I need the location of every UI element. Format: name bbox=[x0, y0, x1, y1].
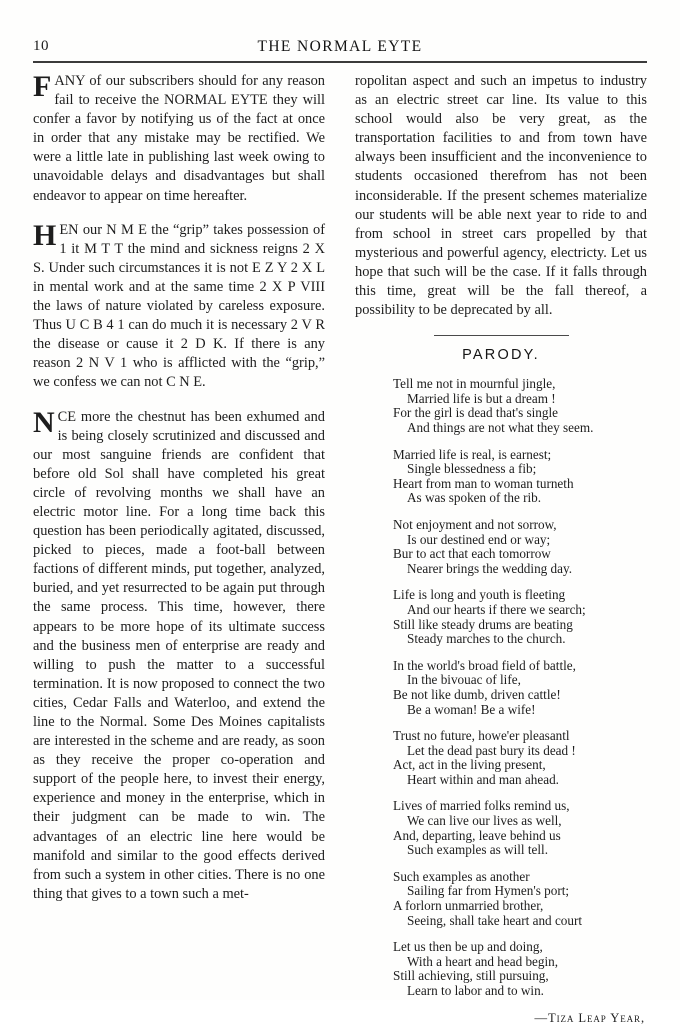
poem-line: Bur to act that each tomorrow bbox=[393, 546, 551, 562]
paragraph-continuation bbox=[355, 72, 647, 320]
poem-stanza bbox=[355, 448, 647, 506]
poem-line: Single blessedness a fib; bbox=[407, 461, 537, 477]
poem-line: Such examples as will tell. bbox=[407, 842, 549, 858]
poem-line: Learn to labor and to win. bbox=[407, 983, 544, 998]
poem-line: Still achieving, still pursuing, bbox=[393, 968, 549, 984]
section-divider-rule bbox=[434, 335, 569, 336]
poem-line: Nearer brings the wedding day. bbox=[407, 560, 573, 576]
poem-line: For the girl is dead that's single bbox=[393, 405, 558, 421]
poem-stanza bbox=[355, 940, 647, 998]
poem-stanza bbox=[355, 518, 647, 576]
header-divider-rule bbox=[33, 61, 647, 63]
poem-line: Heart within and man ahead. bbox=[407, 771, 559, 787]
poem-line: Steady marches to the church. bbox=[407, 631, 566, 647]
poem-body bbox=[355, 377, 647, 998]
poem-line: Heart from man to woman turneth bbox=[393, 475, 574, 491]
poem-line: Let us then be up and doing, bbox=[393, 939, 543, 955]
running-head bbox=[33, 38, 647, 58]
poem-stanza bbox=[355, 799, 647, 857]
poem-line: Sailing far from Hymen's port; bbox=[407, 883, 570, 899]
poem-line: Be not like dumb, driven cattle! bbox=[393, 686, 561, 702]
poem-line: Act, act in the living present, bbox=[393, 757, 546, 773]
poem-line: A forlorn unmarried brother, bbox=[393, 898, 544, 914]
poem-line: Trust no future, howe'er pleasantl bbox=[393, 728, 570, 744]
paragraph-text: FANY of our subscribers should for any reason fail to receive the NORMAL EYTE they will confer a favor by notifying us of the fact at once in order that any mistake may be rectified. We were a little late in publishing last week owing to unavoidable delays and disadvantages but shall endeavor to appear on time hereafter. bbox=[33, 70, 325, 204]
poem-line: And things are not what they seem. bbox=[407, 420, 594, 435]
paragraph-grip-rebus bbox=[33, 218, 325, 393]
poem-stanza bbox=[355, 377, 647, 435]
poem-line: We can live our lives as well, bbox=[407, 813, 562, 829]
poem-line: Married life is real, is earnest; bbox=[393, 446, 552, 462]
poem-attribution: —Tiza Leap Year, bbox=[534, 1010, 645, 1025]
poem-title: PARODY. bbox=[462, 347, 540, 364]
poem-line: Still like steady drums are beating bbox=[393, 616, 573, 632]
poem-line: As was spoken of the rib. bbox=[407, 490, 542, 506]
poem-stanza bbox=[355, 729, 647, 787]
poem-stanza bbox=[355, 870, 647, 928]
poem-line: Lives of married folks remind us, bbox=[393, 798, 570, 814]
publication-title: THE NORMAL EYTE bbox=[257, 38, 423, 55]
poem-line: With a heart and head begin, bbox=[407, 953, 559, 969]
paragraph-subscribers-notice bbox=[33, 72, 325, 206]
poem-stanza bbox=[355, 659, 647, 717]
left-column bbox=[33, 72, 325, 977]
poem-line: Married life is but a dream ! bbox=[407, 390, 556, 406]
poem-line: And, departing, leave behind us bbox=[393, 827, 561, 843]
paragraph-electric-motor-line bbox=[33, 405, 325, 904]
two-column-body bbox=[33, 70, 647, 1025]
poem-line: Be a woman! Be a wife! bbox=[407, 701, 536, 717]
poem-line: And our hearts if there we search; bbox=[407, 601, 586, 617]
poem-line: In the bivouac of life, bbox=[407, 672, 521, 688]
poem-line: Life is long and youth is fleeting bbox=[393, 587, 566, 603]
right-column bbox=[355, 72, 647, 1025]
paragraph-text: ropolitan aspect and such an impetus to industry as an electric street car line. Its value to this school would also be very great, as the transportation facilities to and from town have always been insufficient and the inconvenience to students occasioned therefrom has not been inconsiderable. If the present schemes materialize our students will be able next year to ride to and from school in street cars propelled by that mysterious and powerful agency, electricty. Let us hope that such will be the case. If it falls through this time, great will be the fall thereof, a possibility to be deprecated by all. bbox=[355, 73, 647, 319]
poem-stanza bbox=[355, 588, 647, 646]
poem-line: Seeing, shall take heart and court bbox=[407, 912, 583, 928]
poem-line: In the world's broad field of battle, bbox=[393, 657, 576, 673]
paragraph-text: NCE more the chestnut has been exhumed and is being closely scrutinized and discussed and our most sanguine friends are confident that before old Sol shall have completed his great circle of revolving months we shall have an electric motor line. For a long time back this question has been periodically agitated, discussed, picked to pieces, made a foot-ball between factions of different minds, put together, analyzed, buried, and yet resurrected to be again put through the same process. This time, however, there appears to be more hope of its ultimate success and the business men of enterprise are ready and willing to push the matter to a successful termination. It is now proposed to connect the two cities, Cedar Falls and Waterloo, and extend the line to the Normal. Some Des Moines capitalists are interested in the scheme and are ready, as soon as they receive the proper co-operation and support of the people here, to invest their energy, experience and money in the enterprise, which in their judgment can be made to win. The advantages of an electric line here would be manifold and similar to the good effects derived from such a system in other cities. There is no one thing that gives to a town such a met- bbox=[33, 405, 325, 902]
poem-line: Such examples as another bbox=[393, 868, 530, 884]
poem-line: Tell me not in mournful jingle, bbox=[393, 376, 556, 392]
poem-line: Is our destined end or way; bbox=[407, 531, 551, 547]
poem-line: Not enjoyment and not sorrow, bbox=[393, 516, 557, 532]
paragraph-text: HEN our N M E the “grip” takes possession of 1 it M T T the mind and sickness reigns 2 X S. Under such circumstances it is not E Z Y 2 X L in mental work and at the same time 2 X P VIII the laws of nature violated by careless exposure. Thus U C B 4 1 can do much it is necessary 2 V R the disease or cause it 2 D K. If there is any reason 2 N V 1 who is afflicted with the “grip,” we confess we can not C N E. bbox=[33, 218, 325, 391]
poem-line: Let the dead past bury its dead ! bbox=[407, 742, 576, 758]
page-number: 10 bbox=[33, 38, 49, 54]
